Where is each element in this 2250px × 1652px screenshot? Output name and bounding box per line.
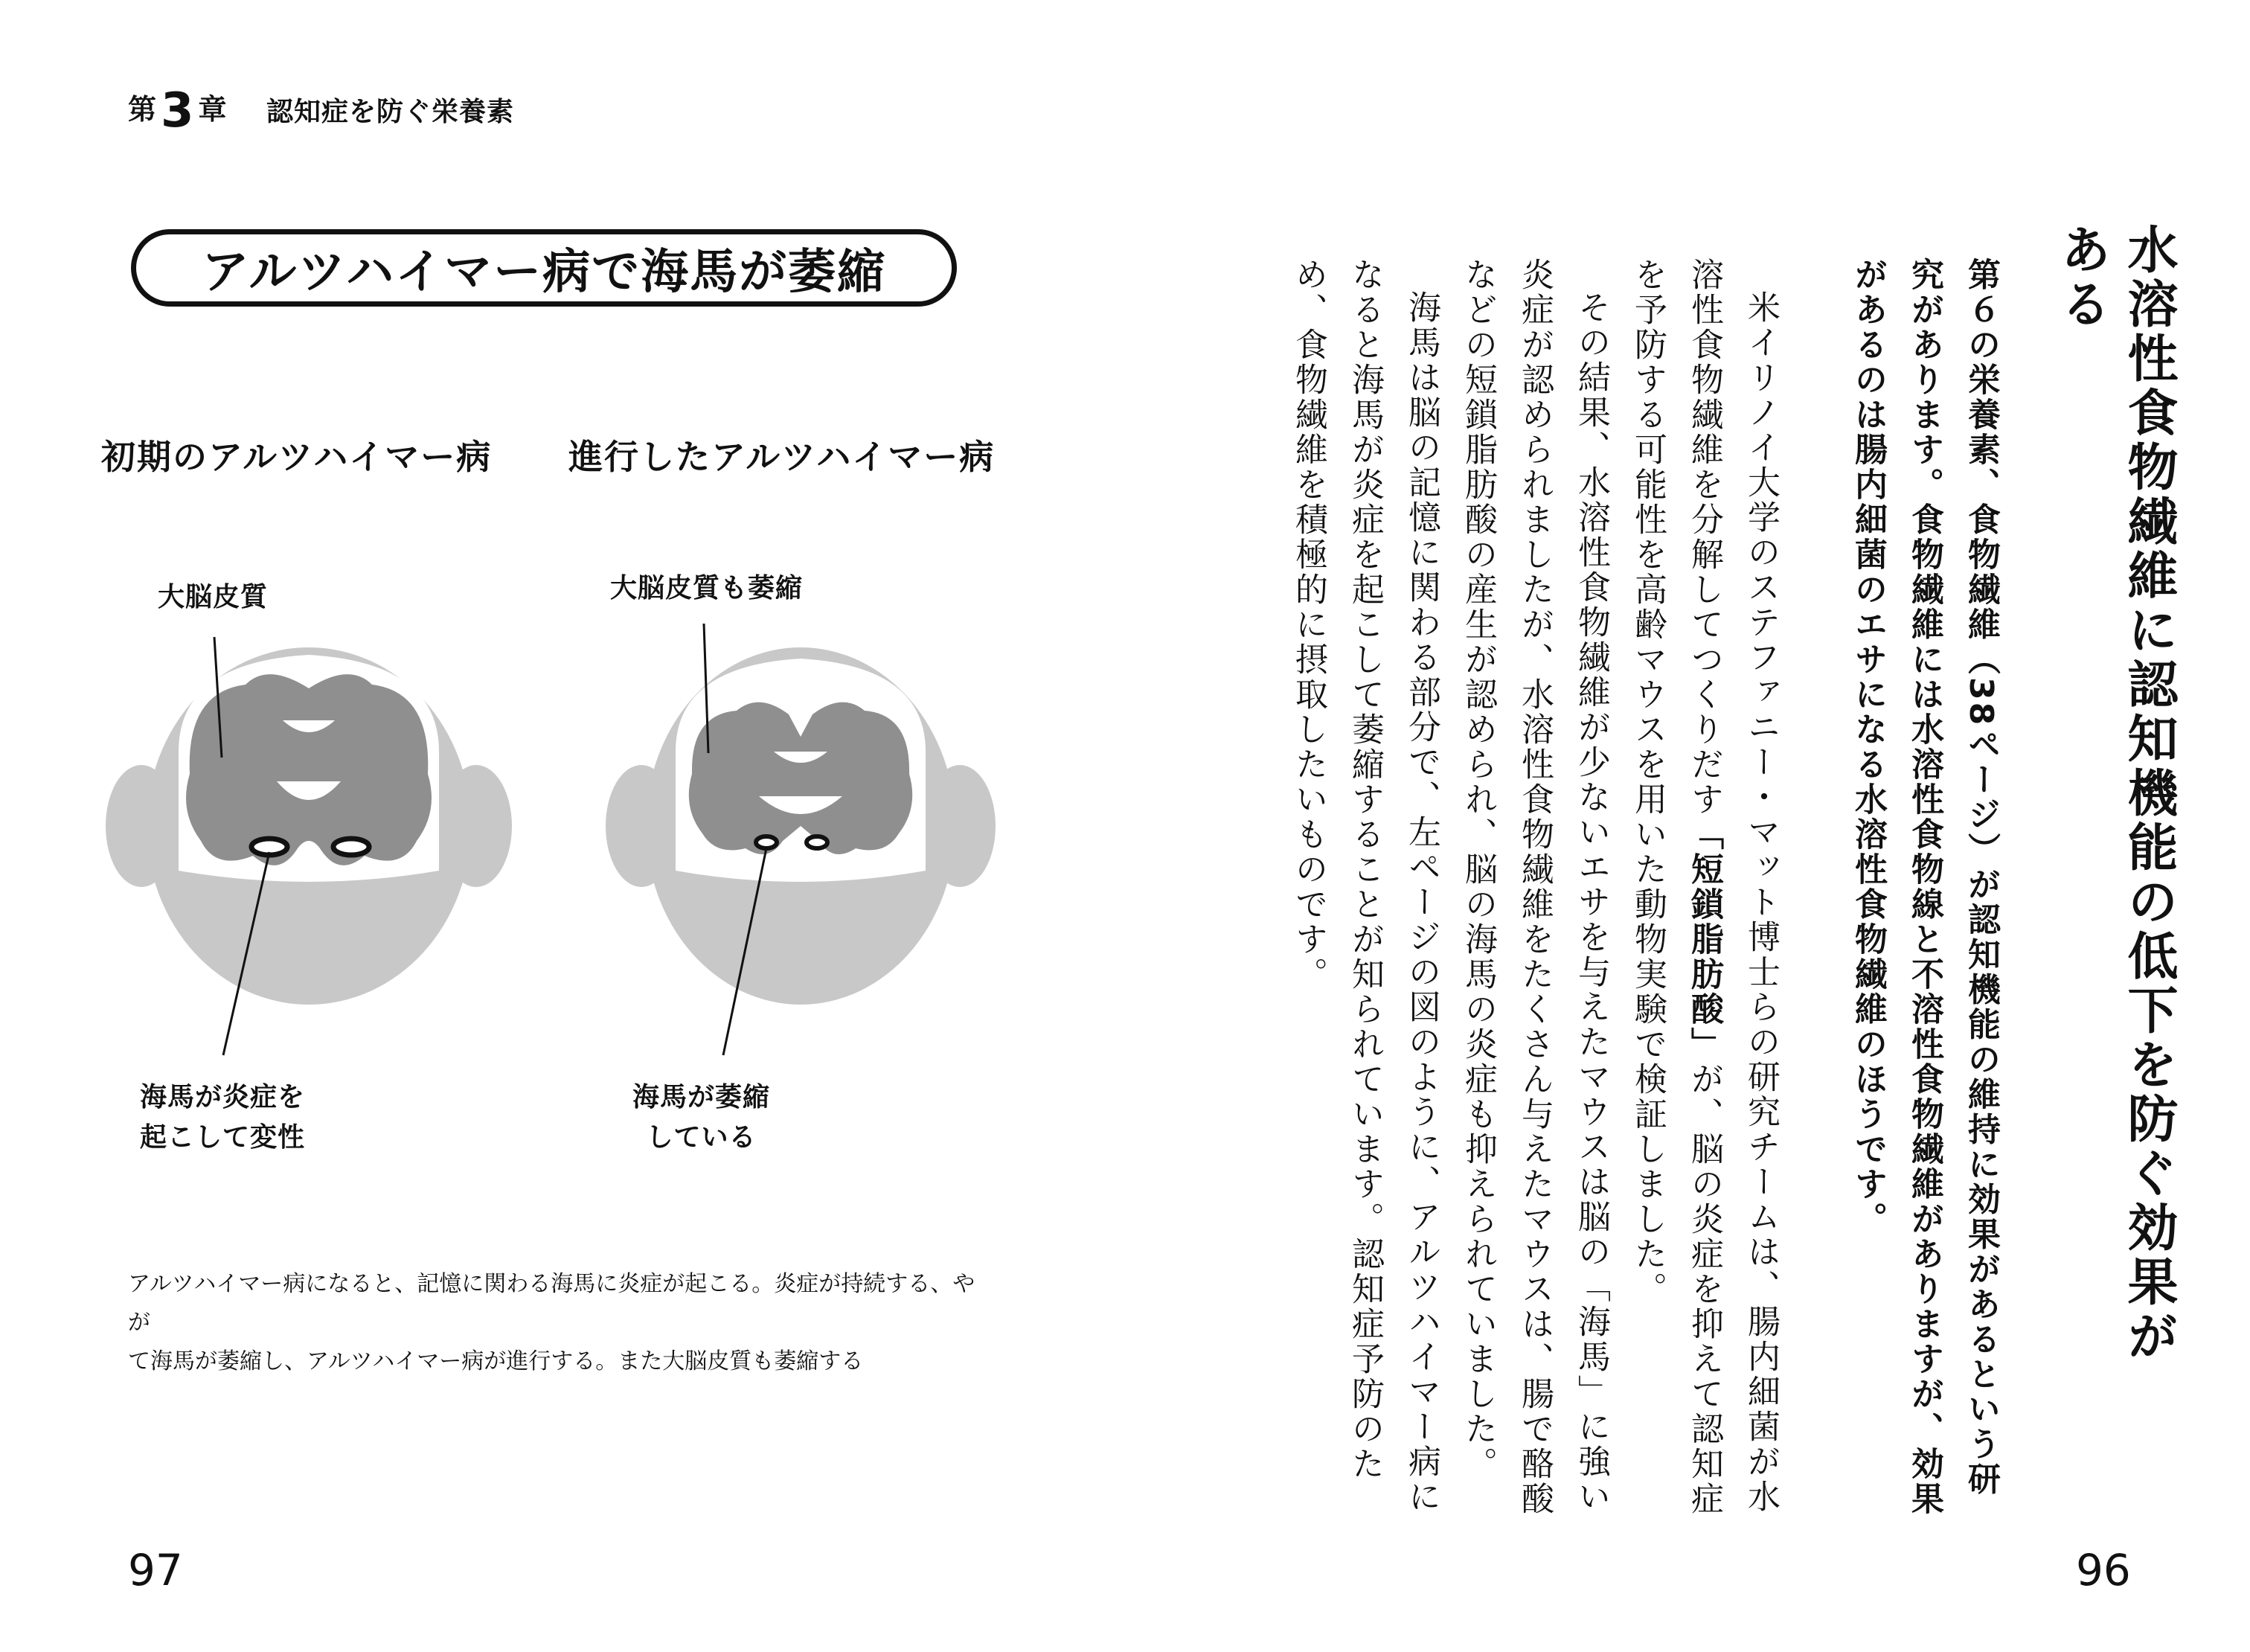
page-number-left: 97 xyxy=(128,1545,183,1595)
right-head-diagram xyxy=(606,624,996,1055)
left-cortex-callout: 大脳皮質 xyxy=(158,582,269,612)
figure-caption xyxy=(128,1265,984,1381)
page-number-right: 96 xyxy=(2076,1545,2131,1595)
body-paragraph-3: 海馬は脳の記憶に関わる部分で、左ページの図のように、アルツハイマー病になると海馬が炎症を起こして萎縮することが知られています。認知症予防のため、食物繊維を積極的に摂取したいものです。 xyxy=(1289,257,1440,1514)
chapter-number: 3 xyxy=(161,83,196,138)
left-hippocampus-right xyxy=(333,839,369,855)
article-title: 水溶性食物繊維に認知機能の低下を防ぐ効果がある xyxy=(2052,223,2178,1364)
left-stage-label: 初期のアルツハイマー病 xyxy=(101,437,493,477)
short-chain-fatty-acid-term: 「短鎖脂肪酸」 xyxy=(1685,817,1723,1062)
left-hippocampus-callout-line1: 海馬が炎症を xyxy=(140,1082,306,1112)
right-cortex-callout: 大脳皮質も萎縮 xyxy=(610,573,804,604)
brain-illustration xyxy=(0,0,1116,1191)
left-cerebral-cortex xyxy=(186,674,432,865)
right-hippocampus-right xyxy=(807,836,827,848)
chapter-suffix: 章 xyxy=(198,93,228,126)
right-hippocampus-callout-line2: している xyxy=(646,1122,757,1153)
body-paragraph-2: その結果、水溶性食物繊維が少ないエサを与えたマウスは脳の「海馬」に強い炎症が認められましたが、水溶性食物繊維をたくさん与えたマウスは、腸で酪酸などの短鎖脂肪酸の産生が認められ、脳の海馬の炎症も抑えられていました。 xyxy=(1459,257,1610,1517)
right-hippocampus-left xyxy=(756,836,777,848)
chapter-title: 認知症を防ぐ栄養素 xyxy=(266,97,515,127)
chapter-prefix: 第 xyxy=(128,93,158,126)
right-stage-label: 進行したアルツハイマー病 xyxy=(568,437,996,477)
left-head-diagram xyxy=(106,637,512,1055)
body-paragraph-1: 米イリノイ大学のステファニー・マット博士らの研究チームは、腸内細菌が水溶性食物繊維を分解してつくりだす「短鎖脂肪酸」が、脳の炎症を抑えて認知症を予防する可能性を高齢マウスを用いた動物実験で検証しました。 xyxy=(1629,257,1780,1517)
left-hippocampus-callout-line2: 起こして変性 xyxy=(140,1122,306,1153)
article-lead: 第６の栄養素、食物繊維（38ページ）が認知機能の維持に効果があるという研究があります。食物繊維には水溶性食物線と不溶性食物繊維がありますが、効果があるのは腸内細菌のエサになる水溶性食物繊維のほうです。 xyxy=(1849,257,2000,1517)
figure-caption-line1: アルツハイマー病になると、記憶に関わる海馬に炎症が起こる。炎症が持続する、やが xyxy=(128,1271,975,1336)
right-hippocampus-callout-line1: 海馬が萎縮 xyxy=(632,1082,771,1112)
right-hippocampus-callout xyxy=(632,1078,770,1158)
article-body xyxy=(1280,257,1789,1530)
figure-caption-line2: て海馬が萎縮し、アルツハイマー病が進行する。また大脳皮質も萎縮する xyxy=(128,1348,864,1374)
left-hippocampus-callout xyxy=(140,1078,305,1158)
figure-title: アルツハイマー病で海馬が萎縮 xyxy=(201,245,887,300)
